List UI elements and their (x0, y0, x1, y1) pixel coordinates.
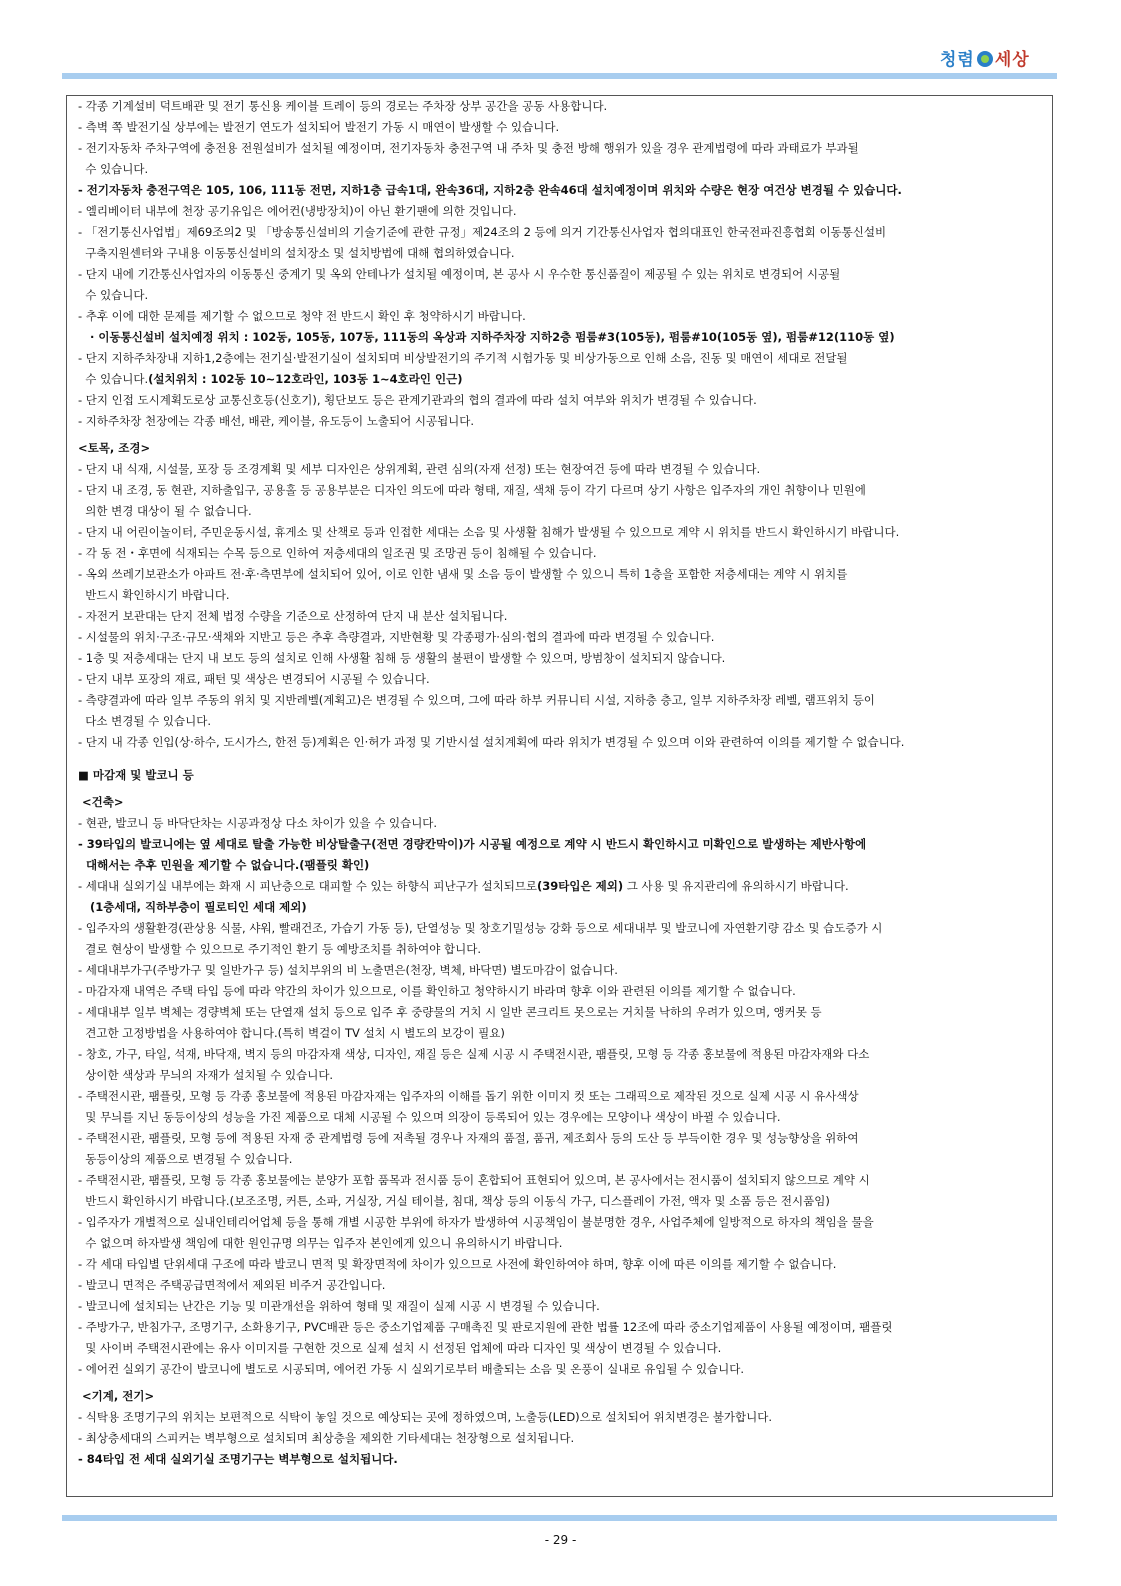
text-line (78, 1149, 1042, 1170)
text-line-main: - 발코니 면적은 주택공급면적에서 제외된 비주거 공간입니다. (78, 1278, 386, 1292)
text-line (78, 813, 1042, 834)
text-line (78, 1338, 1042, 1359)
text-line (78, 1191, 1042, 1212)
logo-text (940, 45, 1030, 70)
text-line (78, 960, 1042, 981)
text-line (78, 243, 1042, 264)
text-line-main: (1층세대, 직하부층이 필로티인 세대 제외) (78, 900, 307, 914)
text-line-main: - 입주자가 개별적으로 실내인테리어업체 등을 통해 개별 시공한 부위에 하자가 발생하여 시공책임이 불분명한 경우, 사업주체에 일방적으로 하자의 책임을 물을 (78, 1215, 874, 1229)
text-line (78, 648, 1042, 669)
text-line (78, 834, 1042, 855)
text-line-main: - 전기자동차 주차구역에 충전용 전원설비가 설치될 예정이며, 전기자동차 충전구역 내 주차 및 충전 방해 행위가 있을 경우 관계법령에 따라 과태료가 부과될 (78, 141, 859, 155)
logo-emblem-icon (977, 51, 993, 67)
text-line (78, 792, 1042, 813)
text-line (78, 480, 1042, 501)
header-rule (62, 73, 1057, 79)
text-line-main: - 단지 내 어린이놀이터, 주민운동시설, 휴게소 및 산책로 등과 인접한 세대는 소음 및 사생활 침해가 발생될 수 있으므로 계약 시 위치를 반드시 확인하시기 바랍니다. (78, 525, 900, 539)
text-line-main: - 발코니에 설치되는 난간은 기능 및 미관개선을 위하여 형태 및 재질이 실제 시공 시 변경될 수 있습니다. (78, 1299, 600, 1313)
text-line-main: 상이한 색상과 무늬의 자재가 설치될 수 있습니다. (78, 1068, 334, 1082)
text-line-main: <건축> (78, 795, 124, 809)
text-line-main: 동등이상의 제품으로 변경될 수 있습니다. (78, 1152, 293, 1166)
text-line-main: 구축지원센터와 구내용 이동통신설비의 설치장소 및 설치방법에 대해 협의하였습니다. (78, 246, 515, 260)
text-line (78, 981, 1042, 1002)
text-line (78, 117, 1042, 138)
text-line (78, 369, 1042, 390)
text-line (78, 543, 1042, 564)
text-line-main: - 세대내부 일부 벽체는 경량벽체 또는 단열재 설치 등으로 입주 후 중량물의 거치 시 일반 콘크리트 못으로는 거치물 낙하의 우려가 있으며, 앵커못 등 (78, 1005, 822, 1019)
text-line-main: - 주택전시관, 팸플릿, 모형 등에 적용된 자재 중 관계법령 등에 저촉될 경우나 자재의 품절, 품귀, 제조회사 등의 도산 등 부득이한 경우 및 성능향상을 위하여 (78, 1131, 859, 1145)
text-line (78, 264, 1042, 285)
text-line-main: - 에어컨 실외기 공간이 발코니에 별도로 시공되며, 에어컨 가동 시 실외기로부터 배출되는 소음 및 온풍이 실내로 유입될 수 있습니다. (78, 1362, 745, 1376)
text-line-tail: 그 사용 및 유지관리에 유의하시기 바랍니다. (623, 879, 849, 893)
text-line-main: - 현관, 발코니 등 바닥단차는 시공과정상 다소 차이가 있을 수 있습니다. (78, 816, 438, 830)
text-line (78, 1407, 1042, 1428)
text-line-main: - 주택전시관, 팸플릿, 모형 등 각종 홍보물에는 분양가 포함 품목과 전시품 등이 혼합되어 표현되어 있으며, 본 공사에서는 전시품이 설치되지 않으므로 계약 시 (78, 1173, 870, 1187)
text-line-main: - 창호, 가구, 타일, 석재, 바닥재, 벽지 등의 마감자재 색상, 디자인, 재질 등은 실제 시공 시 주택전시관, 팸플릿, 모형 등 각종 홍보물에 적용된 마감자재와 다소 (78, 1047, 870, 1061)
text-line-main: 및 무늬를 지닌 동등이상의 성능을 가진 제품으로 대체 시공될 수 있으며 의장이 등록되어 있는 경우에는 모양이나 색상이 바뀔 수 있습니다. (78, 1110, 781, 1124)
text-line (78, 765, 1042, 786)
text-line (78, 876, 1042, 897)
text-line-main: - 최상층세대의 스피커는 벽부형으로 설치되며 최상층을 제외한 기타세대는 천장형으로 설치됩니다. (78, 1431, 575, 1445)
text-line (78, 96, 1042, 117)
text-line-bold: (39타입은 제외) (537, 879, 624, 893)
text-line-main: - 각종 기계설비 덕트배관 및 전기 통신용 케이블 트레이 등의 경로는 주차장 상부 공간을 공동 사용합니다. (78, 99, 608, 113)
text-line-main: <토목, 조경> (78, 441, 151, 455)
text-line-main: · 이동통신설비 설치예정 위치 : 102동, 105동, 107동, 111동의 옥상과 지하주차장 지하2층 펌룸#3(105동), 펌룸#10(105동 옆), 펌룸#12(110동 옆) (78, 330, 895, 344)
text-line-main: - 단지 내에 기간통신사업자의 이동통신 중계기 및 옥외 안테나가 설치될 예정이며, 본 공사 시 우수한 통신품질이 제공될 수 있는 위치로 변경되어 시공될 (78, 267, 841, 281)
text-line-main: 반드시 확인하시기 바랍니다. (78, 588, 230, 602)
text-line (78, 1128, 1042, 1149)
text-line-main: ■ 마감재 및 발코니 등 (78, 768, 194, 782)
text-line-main: 결로 현상이 발생할 수 있으므로 주기적인 환기 등 예방조치를 취하여야 합니다. (78, 942, 482, 956)
text-line-bold: (설치위치 : 102동 10~12호라인, 103동 1~4호라인 인근) (148, 372, 463, 386)
text-line (78, 1065, 1042, 1086)
text-line (78, 522, 1042, 543)
text-line-main: - 각 세대 타입별 단위세대 구조에 따라 발코니 면적 및 확장면적에 차이가 있으므로 사전에 확인하여야 하며, 향후 이에 따른 이의를 제기할 수 없습니다. (78, 1257, 837, 1271)
text-line (78, 411, 1042, 432)
text-line-main: - 세대내 실외기실 내부에는 화재 시 피난층으로 대피할 수 있는 하향식 피난구가 설치되므로 (78, 879, 538, 893)
logo-text-pre: 청렴 (940, 49, 975, 70)
text-line-main: <기계, 전기> (78, 1389, 155, 1403)
text-line (78, 1107, 1042, 1128)
text-line (78, 585, 1042, 606)
text-line (78, 222, 1042, 243)
logo (940, 44, 1050, 70)
text-line (78, 138, 1042, 159)
text-line (78, 1428, 1042, 1449)
text-line (78, 939, 1042, 960)
text-line (78, 1233, 1042, 1254)
page-number: - 29 - (544, 1533, 577, 1547)
text-line (78, 459, 1042, 480)
document-body (66, 95, 1053, 1497)
text-line (78, 201, 1042, 222)
text-line-main: 대해서는 추후 민원을 제기할 수 없습니다.(팸플릿 확인) (78, 858, 370, 872)
text-line-main: - 측벽 쪽 발전기실 상부에는 발전기 연도가 설치되어 발전기 가동 시 매연이 발생할 수 있습니다. (78, 120, 560, 134)
text-line (78, 918, 1042, 939)
text-line-main: - 엘리베이터 내부에 천장 공기유입은 에어컨(냉방장치)이 아닌 환기팬에 의한 것입니다. (78, 204, 517, 218)
text-line-main: - 세대내부가구(주방가구 및 일반가구 등) 설치부위의 비 노출면은(천장, 벽체, 바닥면) 별도마감이 없습니다. (78, 963, 618, 977)
text-line (78, 669, 1042, 690)
text-line-main: - 단지 내 각종 인입(상·하수, 도시가스, 한전 등)계획은 인·허가 과정 및 기반시설 설치계획에 따라 위치가 변경될 수 있으며 이와 관련하여 이의를 제기할 수 없습니다. (78, 735, 905, 749)
text-line (78, 501, 1042, 522)
text-line-main: 견고한 고정방법을 사용하여야 합니다.(특히 벽걸이 TV 설치 시 별도의 보강이 필요) (78, 1026, 505, 1040)
logo-text-post: 세상 (994, 49, 1030, 70)
text-line-main: 및 사이버 주택전시관에는 유사 이미지를 구현한 것으로 실제 설치 시 선정된 업체에 따라 디자인 및 색상이 변경될 수 있습니다. (78, 1341, 722, 1355)
text-line (78, 564, 1042, 585)
text-line (78, 690, 1042, 711)
text-line (78, 1002, 1042, 1023)
text-line (78, 438, 1042, 459)
text-line-main: - 단지 내부 포장의 재료, 패턴 및 색상은 변경되어 시공될 수 있습니다. (78, 672, 430, 686)
text-line-main: - 84타입 전 세대 실외기실 조명기구는 벽부형으로 설치됩니다. (78, 1452, 398, 1466)
text-line (78, 1212, 1042, 1233)
text-line (78, 1317, 1042, 1338)
text-line (78, 159, 1042, 180)
text-line (78, 711, 1042, 732)
text-line (78, 285, 1042, 306)
text-line-main: 다소 변경될 수 있습니다. (78, 714, 212, 728)
text-line (78, 1296, 1042, 1317)
text-line-main: - 자전거 보관대는 단지 전체 법정 수량을 기준으로 산정하여 단지 내 분산 설치됩니다. (78, 609, 508, 623)
text-line (78, 855, 1042, 876)
text-line-main: - 식탁용 조명기구의 위치는 보편적으로 식탁이 놓일 것으로 예상되는 곳에 정하였으며, 노출등(LED)으로 설치되어 위치변경은 불가합니다. (78, 1410, 773, 1424)
text-line-main: 수 있습니다. (78, 162, 149, 176)
text-line (78, 1386, 1042, 1407)
text-line-main: - 추후 이에 대한 문제를 제기할 수 없으므로 청약 전 반드시 확인 후 청약하시기 바랍니다. (78, 309, 526, 323)
text-line (78, 627, 1042, 648)
text-line (78, 306, 1042, 327)
text-line-main: - 1층 및 저층세대는 단지 내 보도 등의 설치로 인해 사생활 침해 등 생활의 불편이 발생할 수 있으며, 방범창이 설치되지 않습니다. (78, 651, 726, 665)
text-line-main: - 단지 내 조경, 동 현관, 지하출입구, 공용홀 등 공용부분은 디자인 의도에 따라 형태, 재질, 색채 등이 각기 다르며 상기 사항은 입주자의 개인 취향이나 민원에 (78, 483, 866, 497)
text-line-main: - 마감자재 내역은 주택 타입 등에 따라 약간의 차이가 있으므로, 이를 확인하고 청약하시기 바라며 향후 이와 관련된 이의를 제기할 수 없습니다. (78, 984, 796, 998)
text-line-main: 수 없으며 하자발생 책임에 대한 원인규명 의무는 입주자 본인에게 있으니 유의하시기 바랍니다. (78, 1236, 563, 1250)
text-line-main: - 지하주차장 천장에는 각종 배선, 배관, 케이블, 유도등이 노출되어 시공됩니다. (78, 414, 475, 428)
text-line (78, 1044, 1042, 1065)
text-line-main: - 측량결과에 따라 일부 주동의 위치 및 지반레벨(계획고)은 변경될 수 있으며, 그에 따라 하부 커뮤니티 시설, 지하층 층고, 일부 지하주차장 레벨, 램프위치 등이 (78, 693, 875, 707)
text-line-main: - 각 동 전・후면에 식재되는 수목 등으로 인하여 저층세대의 일조권 및 조망권 등이 침해될 수 있습니다. (78, 546, 597, 560)
text-line-main: - 전기자동차 충전구역은 105, 106, 111동 전면, 지하1층 급속1대, 완속36대, 지하2층 완속46대 설치예정이며 위치와 수량은 현장 여건상 변경될 수 있습니다. (78, 183, 902, 197)
text-line (78, 390, 1042, 411)
footer-rule (62, 1515, 1057, 1521)
text-line (78, 606, 1042, 627)
text-line-main: - 주택전시관, 팸플릿, 모형 등 각종 홍보물에 적용된 마감자재는 입주자의 이해를 돕기 위한 이미지 컷 또는 그래픽으로 제작된 것으로 실제 시공 시 유사색상 (78, 1089, 859, 1103)
text-line (78, 1086, 1042, 1107)
text-line-main: - 옥외 쓰레기보관소가 아파트 전·후·측면부에 설치되어 있어, 이로 인한 냄새 및 소음 등이 발생할 수 있으니 특히 1층을 포함한 저층세대는 계약 시 위치를 (78, 567, 848, 581)
text-line-main: - 단지 내 식재, 시설물, 포장 등 조경계획 및 세부 디자인은 상위계획, 관련 심의(자재 선정) 또는 현장여건 등에 따라 변경될 수 있습니다. (78, 462, 761, 476)
text-line (78, 1449, 1042, 1470)
text-line-main: - 단지 지하주차장내 지하1,2층에는 전기실·발전기실이 설치되며 비상발전기의 주기적 시험가동 및 비상가동으로 인해 소음, 진동 및 매연이 세대로 전달될 (78, 351, 848, 365)
text-line-main: - 39타입의 발코니에는 옆 세대로 탈출 가능한 비상탈출구(전면 경량칸막이)가 시공될 예정으로 계약 시 반드시 확인하시고 미확인으로 발생하는 제반사항에 (78, 837, 867, 851)
text-line-main: - 시설물의 위치·구조·규모·색채와 지반고 등은 추후 측량결과, 지반현황 및 각종평가·심의·협의 결과에 따라 변경될 수 있습니다. (78, 630, 715, 644)
text-line-main: - 단지 인접 도시계획도로상 교통신호등(신호기), 횡단보도 등은 관계기관과의 협의 결과에 따라 설치 여부와 위치가 변경될 수 있습니다. (78, 393, 757, 407)
text-line-main: - 주방가구, 반침가구, 조명기구, 소화용기구, PVC배관 등은 중소기업제품 구매촉진 및 판로지원에 관한 법률 12조에 따라 중소기업제품이 사용될 예정이며, 팸플릿 (78, 1320, 893, 1334)
text-line (78, 1275, 1042, 1296)
text-line (78, 327, 1042, 348)
text-line-main: 반드시 확인하시기 바랍니다.(보조조명, 커튼, 소파, 거실장, 거실 테이블, 침대, 책상 등의 이동식 가구, 디스플레이 가전, 액자 및 소품 등은 전시품임) (78, 1194, 830, 1208)
text-line-main: 수 있습니다. (78, 372, 149, 386)
text-line (78, 1170, 1042, 1191)
text-line-main: - 입주자의 생활환경(관상용 식물, 샤워, 빨래건조, 가습기 가동 등), 단열성능 및 창호기밀성능 강화 등으로 세대내부 및 발코니에 자연환기량 감소 및 습도증가 시 (78, 921, 883, 935)
text-line-main: 의한 변경 대상이 될 수 없습니다. (78, 504, 252, 518)
text-line (78, 348, 1042, 369)
text-line (78, 732, 1042, 753)
text-line (78, 897, 1042, 918)
text-line-main: 수 있습니다. (78, 288, 149, 302)
text-line (78, 1359, 1042, 1380)
text-line (78, 1023, 1042, 1044)
text-line (78, 180, 1042, 201)
text-line-main: - 「전기통신사업법」제69조의2 및 「방송통신설비의 기술기준에 관한 규정」제24조의 2 등에 의거 기간통신사업자 협의대표인 한국전파진흥협회 이동통신설비 (78, 225, 887, 239)
text-line (78, 1254, 1042, 1275)
